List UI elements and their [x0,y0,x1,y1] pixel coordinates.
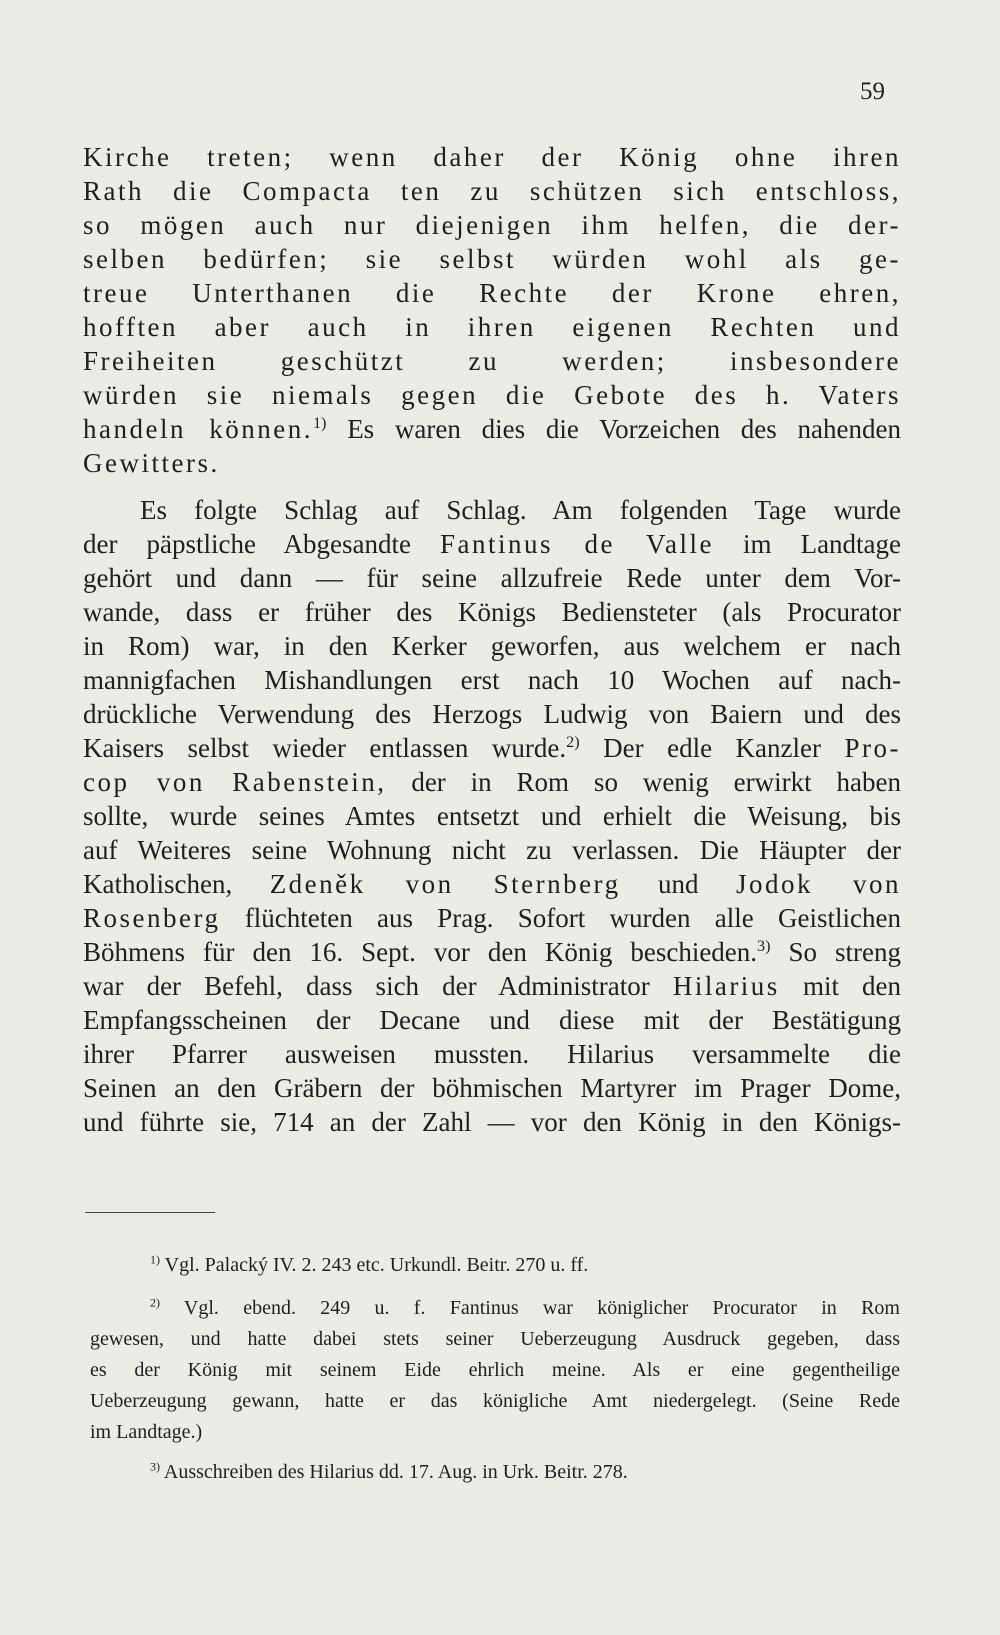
body-line: sollte, wurde seines Amtes entsetzt und erhielt die Weisung, bis [83,801,901,831]
body-line: Kirche treten; wenn daher der König ohne ihren [83,142,901,172]
footnote-line: im Landtage.) [90,1421,203,1443]
footnote-line: gewesen, und hatte dabei stets seiner Ueberzeugung Ausdruck gegeben, dass [90,1328,900,1350]
body-line: hofften aber auch in ihren eigenen Rechten und [83,312,901,342]
spaced-name: Rosenberg [83,903,221,933]
spaced-name: Hilarius [672,971,780,1001]
body-line: cop von Rabenstein, der in Rom so wenig erwirkt haben [83,767,901,797]
body-line: Böhmens für den 16. Sept. vor den König beschieden.$^{3)}$ So streng [83,937,902,967]
body-line: in Rom) war, in den Kerker geworfen, aus welchem er nach [83,631,901,661]
spaced-name: Jodok von [736,869,901,899]
body-line: Rosenberg flüchteten aus Prag. Sofort wurden alle Geistlichen [83,903,902,933]
spaced-name: Pro- [844,733,901,763]
body-segment: Es waren dies die Vorzeichen des nahenden [347,414,902,444]
body-line: auf Weiteres seine Wohnung nicht zu verlassen. Die Häupter der [83,835,901,865]
body-line: treue Unterthanen die Rechte der Krone ehren, [83,278,901,308]
body-line: würden sie niemals gegen die Gebote des h. Vaters [83,380,901,410]
spaced-name: cop von Rabenstein, [83,767,387,797]
spaced-name: Fantinus de Valle [439,529,715,559]
body-line: gehört und dann — für seine allzufreie Rede unter dem Vor- [83,563,901,593]
body-line: Freiheiten geschützt zu werden; insbesondere [83,346,901,376]
body-line [83,412,901,446]
body-line: wande, dass er früher des Königs Bediensteter (als Procurator [83,597,901,627]
body-line: Empfangsscheinen der Decane und diese mit der Bestätigung [83,1005,901,1035]
body-line: mannigfachen Mishandlungen erst nach 10 Wochen auf nach- [83,665,901,695]
footnote-ref: 2) [566,733,580,751]
body-line: Seinen an den Gräbern der böhmischen Martyrer im Prager Dome, [83,1073,901,1103]
body-line: war der Befehl, dass sich der Administrator Hilarius mit den [83,971,902,1001]
footnote-line: $^{2)}$ Vgl. ebend. 249 u. f. Fantinus war königlicher Procurator in Rom [150,1295,900,1319]
spaced-name: Zdeněk von Sternberg [269,869,621,899]
body-line: Katholischen, Zdeněk von Sternberg und Jodok von [83,869,901,899]
body-segment: handeln können. [83,414,313,444]
footnote-ref: 3) [757,937,771,955]
footnote-separator [85,1212,215,1213]
body-line: so mögen auch nur diejenigen ihm helfen, die der- [83,210,901,240]
footnote-line: $^{1)}$ Vgl. Palacký IV. 2. 243 etc. Urkundl. Beitr. 270 u. ff. [150,1252,589,1276]
body-line: Es folgte Schlag auf Schlag. Am folgenden Tage wurde [140,495,901,525]
body-line: Kaisers selbst wieder entlassen wurde.$^{2)}$ Der edle Kanzler Pro- [83,733,901,763]
footnote-line: Ueberzeugung gewann, hatte er das königliche Amt niedergelegt. (Seine Rede [90,1390,900,1412]
page-number: 59 [860,78,885,105]
body-line: Rath die Compacta ten zu schützen sich entschloss, [83,176,901,206]
body-line: Gewitters. [83,448,220,478]
body-line: der päpstliche Abgesandte Fantinus de Valle im Landtage [83,529,902,559]
footnote-mark: 1) [150,1252,160,1267]
footnote-line: $^{3)}$ Ausschreiben des Hilarius dd. 17. Aug. in Urk. Beitr. 278. [150,1459,628,1483]
footnote-mark: 3) [150,1459,160,1474]
body-line: und führte sie, 714 an der Zahl — vor den König in den Königs- [83,1107,901,1137]
body-line: selben bedürfen; sie selbst würden wohl als ge- [83,244,901,274]
footnote-line: es der König mit seinem Eide ehrlich meine. Als er eine gegentheilige [90,1359,900,1381]
body-line: ihrer Pfarrer ausweisen mussten. Hilarius versammelte die [83,1039,901,1069]
body-line: drückliche Verwendung des Herzogs Ludwig von Baiern und des [83,699,901,729]
footnote-mark: 2) [150,1295,160,1310]
footnote-ref: 1) [312,414,327,432]
